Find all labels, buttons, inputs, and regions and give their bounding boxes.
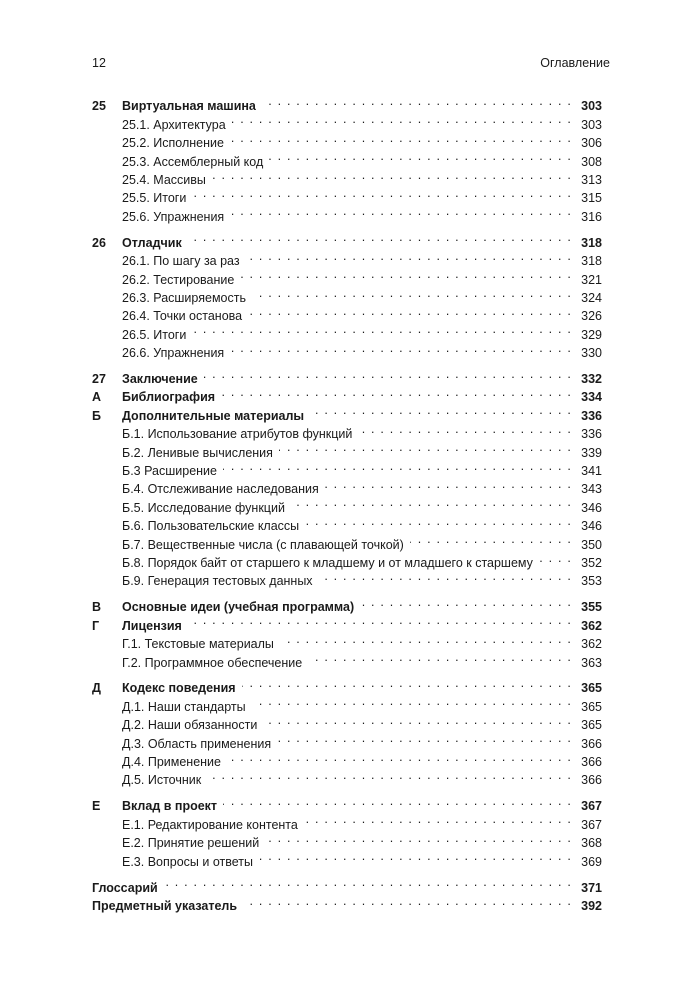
toc-section-entry[interactable] — [92, 829, 602, 851]
entry-title: Б.7. Вещественные числа (с плавающей точкой) — [122, 537, 404, 552]
dot-leader — [252, 284, 572, 302]
toc-section-entry[interactable] — [92, 493, 602, 515]
entry-page-number: 367 — [581, 799, 602, 814]
entry-title: Г.2. Программное обеспечение — [122, 655, 303, 670]
dot-leader — [325, 475, 572, 493]
entry-page-number: 371 — [581, 880, 602, 895]
entry-number: 26 — [92, 235, 106, 250]
entry-page-number: 336 — [581, 408, 602, 423]
running-header — [92, 56, 610, 76]
entry-title: Б.8. Порядок байт от старшего к младшему и от младшего к старшему — [122, 555, 533, 570]
entry-title: 26.5. Итоги — [122, 327, 187, 342]
running-title: Оглавление — [540, 56, 610, 70]
entry-title: Д.5. Источник — [122, 773, 202, 788]
entry-title: Е.2. Принятие решений — [122, 836, 260, 851]
dot-leader — [242, 674, 572, 692]
entry-page-number: 365 — [581, 681, 602, 696]
entry-number: Д — [92, 681, 101, 696]
entry-title: Отладчик — [122, 235, 182, 250]
table-of-contents — [92, 92, 602, 913]
entry-title: Предметный указатель — [92, 898, 238, 913]
entry-number: Б — [92, 408, 101, 423]
entry-number: В — [92, 600, 102, 615]
entry-title: Вклад в проект — [122, 799, 218, 814]
dot-leader — [280, 630, 572, 648]
toc-section-entry[interactable] — [92, 530, 602, 552]
toc-section-entry[interactable] — [92, 302, 602, 324]
toc-section-entry[interactable] — [92, 692, 602, 714]
toc-section-entry[interactable] — [92, 729, 602, 751]
entry-title: Б.3 Расширение — [122, 464, 217, 478]
dot-leader — [263, 711, 572, 729]
toc-section-entry[interactable] — [92, 810, 602, 832]
entry-title: 26.2. Тестирование — [122, 272, 235, 287]
toc-chapter-entry[interactable] — [92, 401, 602, 423]
dot-leader — [188, 228, 572, 246]
entry-page-number: 366 — [581, 755, 602, 770]
dot-leader — [230, 339, 572, 357]
toc-chapter-entry[interactable] — [92, 611, 602, 633]
dot-leader — [223, 792, 572, 810]
entry-number: Г — [92, 618, 100, 633]
dot-leader — [223, 457, 572, 475]
dot-leader — [279, 438, 572, 456]
dot-leader — [291, 493, 572, 511]
dot-leader — [305, 512, 572, 530]
entry-page-number: 363 — [581, 655, 602, 670]
entry-page-number: 365 — [581, 699, 602, 714]
entry-title: 26.4. Точки останова — [122, 309, 243, 324]
entry-page-number: 315 — [581, 191, 602, 206]
entry-title: Б.2. Ленивые вычисления — [122, 445, 273, 460]
toc-section-entry[interactable] — [92, 748, 602, 770]
entry-page-number: 326 — [581, 309, 602, 324]
entry-title: 26.1. По шагу за раз — [122, 254, 240, 269]
dot-leader — [248, 302, 572, 320]
toc-chapter-entry[interactable] — [92, 383, 602, 405]
dot-leader — [227, 748, 572, 766]
entry-page-number: 336 — [581, 427, 602, 442]
toc-section-entry[interactable] — [92, 110, 602, 132]
toc-section-entry[interactable] — [92, 147, 602, 169]
dot-leader — [164, 873, 572, 891]
dot-leader — [212, 166, 572, 184]
entry-page-number: 362 — [581, 637, 602, 652]
dot-leader — [265, 829, 572, 847]
entry-page-number: 346 — [581, 500, 602, 515]
toc-section-entry[interactable] — [92, 202, 602, 224]
entry-page-number: 343 — [581, 482, 602, 497]
toc-section-entry[interactable] — [92, 420, 602, 442]
entry-page-number: 321 — [581, 272, 602, 287]
toc-chapter-entry[interactable] — [92, 593, 602, 615]
dot-leader — [539, 549, 572, 567]
dot-leader — [246, 247, 572, 265]
entry-title: Заключение — [122, 372, 198, 387]
entry-page-number: 329 — [581, 327, 602, 342]
entry-title: Основные идеи (учебная программа) — [122, 600, 355, 615]
toc-section-entry[interactable] — [92, 166, 602, 187]
dot-leader — [304, 810, 572, 828]
entry-title: Д.1. Наши стандарты — [122, 699, 246, 714]
dot-leader — [310, 401, 572, 419]
entry-page-number: 366 — [581, 773, 602, 788]
dot-leader — [319, 567, 572, 585]
toc-section-entry[interactable] — [92, 549, 602, 570]
dot-leader — [204, 365, 572, 383]
dot-leader — [192, 184, 572, 202]
dot-leader — [240, 265, 572, 283]
entry-title: Б.5. Исследование функций — [122, 500, 285, 515]
toc-chapter-entry[interactable] — [92, 892, 602, 913]
entry-page-number: 350 — [581, 537, 602, 552]
toc-section-entry[interactable] — [92, 284, 602, 305]
dot-leader — [232, 110, 572, 128]
entry-title: Д.4. Применение — [122, 755, 221, 770]
entry-page-number: 341 — [581, 464, 602, 478]
entry-title: 25.5. Итоги — [122, 191, 187, 206]
entry-page-number: 313 — [581, 172, 602, 187]
toc-section-entry[interactable] — [92, 512, 602, 534]
dot-leader — [410, 530, 572, 548]
entry-title: Б.4. Отслеживание наследования — [122, 482, 319, 497]
dot-leader — [243, 892, 572, 910]
entry-page-number: 368 — [581, 836, 602, 851]
toc-section-entry[interactable] — [92, 711, 602, 733]
entry-page-number: 353 — [581, 574, 602, 589]
entry-title: Лицензия — [122, 618, 182, 633]
entry-number: А — [92, 390, 102, 405]
entry-title: 25.2. Исполнение — [122, 136, 224, 151]
entry-page-number: 362 — [581, 618, 602, 633]
entry-title: Б.9. Генерация тестовых данных — [122, 574, 313, 589]
toc-section-entry[interactable] — [92, 630, 602, 652]
entry-title: 26.6. Упражнения — [122, 346, 225, 361]
dot-leader — [277, 729, 572, 747]
dot-leader — [269, 147, 572, 165]
entry-title: 25.3. Ассемблерный код — [122, 154, 264, 169]
entry-title: Д.2. Наши обязанности — [122, 718, 258, 733]
entry-page-number: 334 — [581, 390, 602, 405]
dot-leader — [230, 129, 572, 147]
entry-title: Глоссарий — [92, 880, 158, 895]
toc-section-entry[interactable] — [92, 648, 602, 670]
entry-page-number: 330 — [581, 346, 602, 361]
toc-section-entry[interactable] — [92, 339, 602, 361]
entry-title: Дополнительные материалы — [122, 408, 305, 423]
entry-page-number: 318 — [581, 235, 602, 250]
entry-title: Е.3. Вопросы и ответы — [122, 854, 253, 869]
entry-page-number: 339 — [581, 445, 602, 460]
dot-leader — [192, 320, 572, 338]
entry-title: 26.3. Расширяемость — [122, 290, 246, 305]
entry-title: 25.1. Архитектура — [122, 117, 226, 132]
entry-page-number: 392 — [581, 898, 602, 913]
toc-section-entry[interactable] — [92, 320, 602, 342]
entry-page-number: 318 — [581, 254, 602, 269]
entry-title: Е.1. Редактирование контента — [122, 817, 298, 832]
entry-page-number: 365 — [581, 718, 602, 733]
toc-section-entry[interactable] — [92, 265, 602, 287]
entry-page-number: 352 — [581, 555, 602, 570]
dot-leader — [188, 611, 572, 629]
entry-number: Е — [92, 799, 101, 814]
toc-section-entry[interactable] — [92, 457, 602, 478]
page-number: 12 — [92, 56, 106, 70]
entry-title: 25.4. Массивы — [122, 172, 206, 187]
dot-leader — [360, 593, 572, 611]
toc-chapter-entry[interactable] — [92, 792, 602, 814]
toc-section-entry[interactable] — [92, 567, 602, 589]
entry-page-number: 316 — [581, 209, 602, 224]
dot-leader — [308, 648, 572, 666]
entry-page-number: 303 — [581, 117, 602, 132]
entry-page-number: 324 — [581, 290, 602, 305]
toc-section-entry[interactable] — [92, 847, 602, 869]
toc-chapter-entry[interactable] — [92, 228, 602, 250]
entry-page-number: 308 — [581, 154, 602, 169]
entry-page-number: 346 — [581, 519, 602, 534]
entry-title: Д.3. Область применения — [122, 736, 272, 751]
entry-page-number: 369 — [581, 854, 602, 869]
entry-title: Кодекс поведения — [122, 681, 236, 696]
dot-leader — [259, 847, 572, 865]
entry-title: Б.6. Пользовательские классы — [122, 519, 300, 534]
entry-page-number: 306 — [581, 136, 602, 151]
toc-chapter-entry[interactable] — [92, 674, 602, 696]
toc-chapter-entry[interactable] — [92, 92, 602, 114]
toc-section-entry[interactable] — [92, 475, 602, 497]
entry-number: 25 — [92, 99, 106, 114]
dot-leader — [358, 420, 572, 438]
entry-number: 27 — [92, 372, 106, 387]
entry-page-number: 303 — [581, 99, 602, 114]
dot-leader — [230, 202, 572, 220]
toc-section-entry[interactable] — [92, 247, 602, 269]
entry-title: Г.1. Текстовые материалы — [122, 637, 274, 652]
dot-leader — [252, 692, 572, 710]
entry-page-number: 355 — [581, 600, 602, 615]
entry-title: 25.6. Упражнения — [122, 209, 225, 224]
dot-leader — [221, 383, 572, 401]
entry-page-number: 332 — [581, 372, 602, 387]
entry-page-number: 366 — [581, 736, 602, 751]
dot-leader — [207, 766, 572, 784]
toc-section-entry[interactable] — [92, 766, 602, 788]
dot-leader — [262, 92, 572, 110]
entry-title: Б.1. Использование атрибутов функций — [122, 427, 353, 442]
toc-section-entry[interactable] — [92, 438, 602, 460]
entry-title: Виртуальная машина — [122, 99, 256, 114]
toc-section-entry[interactable] — [92, 129, 602, 151]
toc-section-entry[interactable] — [92, 184, 602, 206]
entry-title: Библиография — [122, 390, 216, 405]
toc-chapter-entry[interactable] — [92, 873, 602, 895]
toc-chapter-entry[interactable] — [92, 365, 602, 387]
entry-page-number: 367 — [581, 817, 602, 832]
